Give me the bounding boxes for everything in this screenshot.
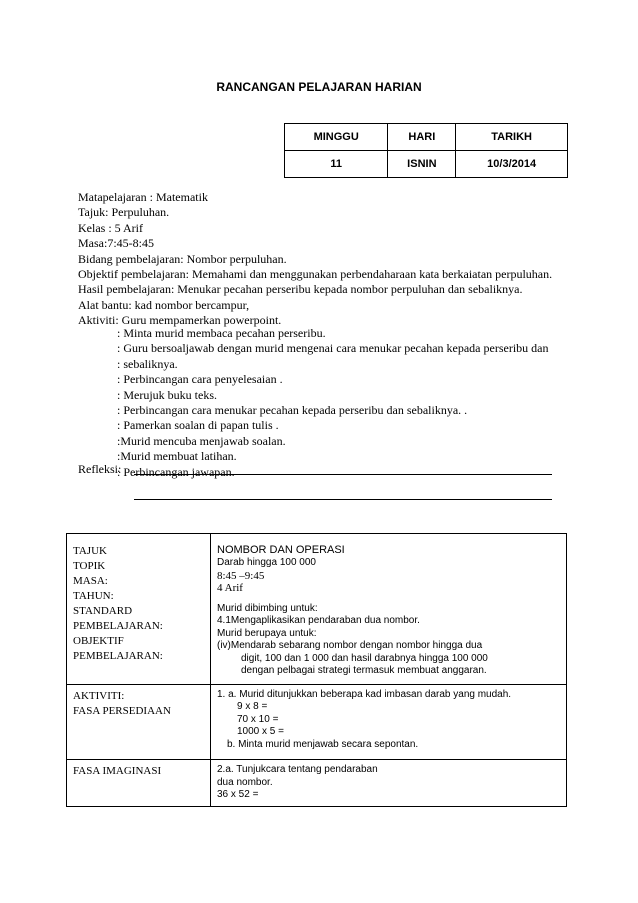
imaginasi-line-1: 2.a. Tunjukcara tentang pendaraban (217, 764, 378, 775)
activity-item: : Merujuk buku teks. (117, 387, 217, 402)
masa-label: MASA: (73, 575, 108, 587)
subject-line: Matapelajaran : Matematik (78, 190, 208, 204)
learning-objective-line: Objektif pembelajaran: Memahami dan menggunakan perbendaharaan kata berkaiatan perpuluhan. (78, 267, 553, 282)
hari-header: HARI (388, 124, 456, 151)
fasa-imaginasi-label: FASA IMAGINASI (67, 760, 211, 807)
objektif-line-1: (iv)Mendarab sebarang nombor dengan nombor hingga dua (217, 640, 483, 651)
fasa-persediaan-row (67, 684, 567, 760)
tajuk-label: TAJUK (73, 545, 107, 557)
tahun-label: TAHUN: (73, 590, 114, 602)
teaching-aids-line: Alat bantu: kad nombor bercampur, (78, 297, 250, 312)
imaginasi-line-2: dua nombor. (217, 776, 273, 788)
topic-line: Tajuk: Perpuluhan. (78, 205, 170, 220)
persediaan-line-2: 9 x 8 = (237, 701, 268, 712)
page-title: RANCANGAN PELAJARAN HARIAN (216, 80, 422, 94)
persediaan-line-4: 1000 x 5 = (237, 726, 284, 737)
activity-item: : Perbincangan jawapan. (117, 464, 235, 479)
activity-item: : sebaliknya. (117, 356, 178, 371)
persediaan-label: FASA PERSEDIAAN (73, 704, 171, 717)
objektif-line-2: digit, 100 dan 1 000 dan hasil darabnya hingga 100 000 (241, 652, 488, 664)
activity-item: : Perbincangan cara menukar pecahan kepada perseribu dan sebaliknya. . (117, 403, 468, 418)
standard-label: STANDARD (73, 605, 133, 617)
standard-value: Murid dibimbing untuk: (217, 602, 318, 614)
fasa-persediaan-content (211, 684, 567, 760)
activity-item: : Minta murid membaca pecahan perseribu. (117, 326, 326, 340)
objektif-line-3: dengan pelbagai strategi termasuk membuat anggaran. (241, 665, 487, 676)
pembelajaran-label: PEMBELAJARAN: (73, 620, 163, 632)
activity-item: : Perbincangan cara penyelesaian . (117, 372, 283, 387)
hari-value: ISNIN (388, 151, 456, 178)
aktiviti-label: AKTIVITI: (73, 689, 125, 702)
activities-line: Aktiviti: Guru mempamerkan powerpoint. (78, 313, 282, 328)
refleksi-label: Refleksi: (78, 462, 122, 476)
persediaan-line-5: b. Minta murid menjawab secara sepontan. (227, 738, 419, 750)
tarikh-header: TARIKH (456, 124, 568, 151)
activity-list (117, 326, 548, 480)
objektif-value: Murid berupaya untuk: (217, 627, 317, 639)
lesson-info-values (211, 534, 567, 685)
activity-item: :Murid membuat latihan. (117, 449, 237, 464)
fasa-imaginasi-row (67, 760, 567, 807)
refleksi-line-1 (134, 474, 552, 475)
lesson-plan-table (66, 533, 567, 807)
minggu-header: MINGGU (285, 124, 388, 151)
tajuk-value: NOMBOR DAN OPERASI (217, 544, 345, 556)
imaginasi-line-3: 36 x 52 = (217, 789, 259, 800)
info-header-row (285, 124, 568, 151)
info-value-row (285, 151, 568, 178)
learning-area-line: Bidang pembelajaran: Nombor perpuluhan. (78, 251, 287, 266)
fasa-persediaan-label (67, 684, 211, 760)
class-line: Kelas : 5 Arif (78, 220, 143, 235)
learning-outcome-line: Hasil pembelajaran: Menukar pecahan perseribu kepada nombor perpuluhan dan sebaliknya. (78, 282, 523, 297)
tahun-value: 4 Arif (217, 582, 243, 594)
activity-item: :Murid mencuba menjawab soalan. (117, 433, 286, 448)
activity-item: : Pamerkan soalan di papan tulis . (117, 418, 279, 433)
minggu-value: 11 (285, 151, 388, 178)
lesson-details (78, 190, 552, 329)
standard-detail: 4.1Mengaplikasikan pendaraban dua nombor. (217, 615, 420, 626)
lesson-info-labels (67, 534, 211, 685)
activity-item: : Guru bersoaljawab dengan murid mengenai cara menukar pecahan kepada perseribu dan (117, 341, 549, 356)
objektif-label: OBJEKTIF (73, 635, 124, 647)
persediaan-line-1: 1. a. Murid ditunjukkan beberapa kad imbasan darab yang mudah. (217, 688, 512, 700)
week-info-table (284, 123, 568, 178)
masa-value: 8:45 –9:45 (217, 569, 265, 582)
time-line: Masa:7:45-8:45 (78, 236, 154, 251)
pembelajaran-label-2: PEMBELAJARAN: (73, 650, 163, 662)
fasa-imaginasi-content (211, 760, 567, 807)
topik-value: Darab hingga 100 000 (217, 557, 316, 568)
refleksi-line-2 (134, 499, 552, 500)
tarikh-value: 10/3/2014 (456, 151, 568, 178)
lesson-info-row (67, 534, 567, 685)
persediaan-line-3: 70 x 10 = (237, 713, 279, 725)
topik-label: TOPIK (73, 560, 106, 572)
